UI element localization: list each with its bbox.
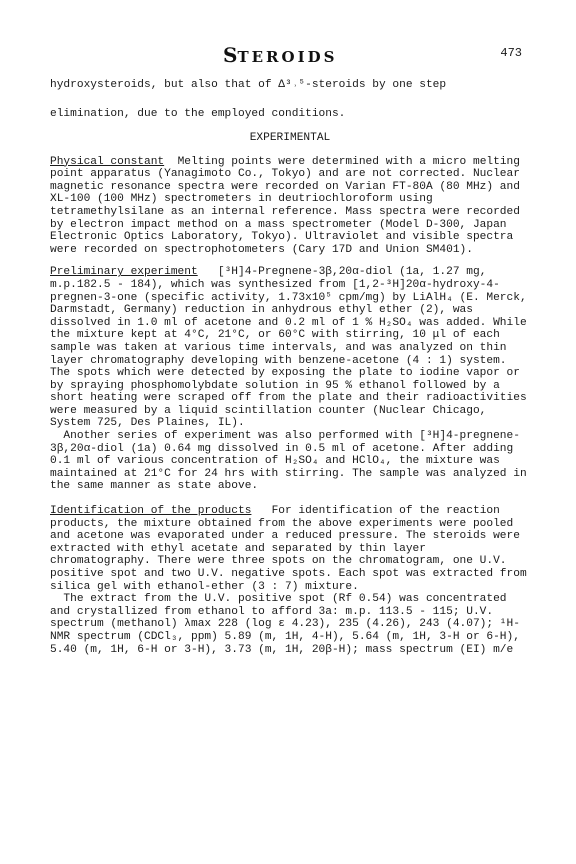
section-physical-constant [50,156,530,257]
physical-title: Physical constant [50,155,165,168]
page-number: 473 [500,46,522,60]
preliminary-paragraph-2: Another series of experiment was also performed with [³H]4-pregnene-3β,20α-diol (1a) 0.64 mg dissolved in 0.5 ml of acetone. After adding 0.1 ml of various concentration of H₂SO₄ and HClO₄, the mixture was maintained at 21°C for 24 hrs with stirring. The sample was analyzed in the same manner as state above. [50,430,527,493]
identification-title: Identification of the products [50,505,252,518]
article-body [50,78,530,656]
journal-masthead [0,43,576,67]
preliminary-title: Preliminary experiment [50,266,198,279]
identification-text: For identification of the reaction products, the mixture obtained from the above experiments were pooled and acetone was evaporated under a reduced pressure. The steroids were extracted with ethyl acetate and separated by thin layer chromatography. There were three spots on the chromatogram, one U.V. positive spot and two U.V. negative spots. Each spot was extracted from silica gel with ethanol-ether (3 : 7) mixture. [50,505,527,593]
identification-paragraph [50,505,530,593]
physical-paragraph [50,156,530,257]
preliminary-text: [³H]4-Pregnene-3β,20α-diol (1a, 1.27 mg, m.p.182.5 - 184), which was synthesized from [1,2-³H]20α-hydroxy-4-pregnen-3-one (specific activity, 1.73x10⁵ cpm/mg) by LiAlH₄ (E. Merck, Darmstadt, Germany) reduction in anhydrous ethyl ether (2), was dissolved in 1.0 ml of acetone and 0.2 ml of 1 % H₂SO₄ was added. While the mixture kept at 4°C, 21°C, or 60°C with stirring, 10 μl of each sample was taken at various time intervals, and was analyzed on thin layer chromatography developing with benzene-acetone (4 : 1) system. The spots which were detected by exposing the plate to iodine vapor or by spraying phosphomolybdate solution in 95 % ethanol followed by a short heating were scraped off from the plate and their radioactivities were measured by a liquid scintillation counter (Nuclear Chicago, System 725, Des Plaines, IL). [50,266,527,430]
section-preliminary-experiment [50,266,530,493]
journal-name-rest: TEROIDS [237,48,338,66]
physical-text: Melting points were determined with a micro melting point apparatus (Yanagimoto Co., Tokyo) and are not corrected. Nuclear magnetic resonance spectra were recorded on Varian FT-80A (80 MHz) and XL-100 (100 MHz) spectrometers in deutriochloroform using tetramethylsilane as an internal reference. Mass spectra were recorded by electron impact method on a mass spectrometer (Model D-300, Japan Electronic Optics Laboratory, Tokyo). Ultraviolet and visible spectra were recorded on spectrophotometers (Cary 17D and Union SM401). [50,155,520,256]
intro-line-1: hydroxysteroids, but also that of Δ³˒⁵-steroids by one step [50,79,447,91]
journal-name [223,43,337,67]
section-heading-experimental: EXPERIMENTAL [249,132,331,145]
section-identification [50,505,530,656]
intro-line-2: elimination, due to the employed conditions. [50,107,346,120]
journal-name-initial: S [223,43,238,67]
identification-paragraph-2: The extract from the U.V. positive spot (Rf 0.54) was concentrated and crystallized from ethanol to afford 3a: m.p. 113.5 - 115; U.V. spectrum (methanol) λmax 228 (log ε 4.23), 235 (4.26), 243 (4.07); ¹H-NMR spectrum (CDCl₃, ppm) 5.89 (m, 1H, 4-H), 5.64 (m, 1H, 3-H or 6-H), 5.40 (m, 1H, 6-H or 3-H), 3.73 (m, 1H, 20β-H); mass spectrum (EI) m/e [50,593,520,656]
preliminary-paragraph [50,266,530,430]
intro-paragraph [50,78,530,121]
